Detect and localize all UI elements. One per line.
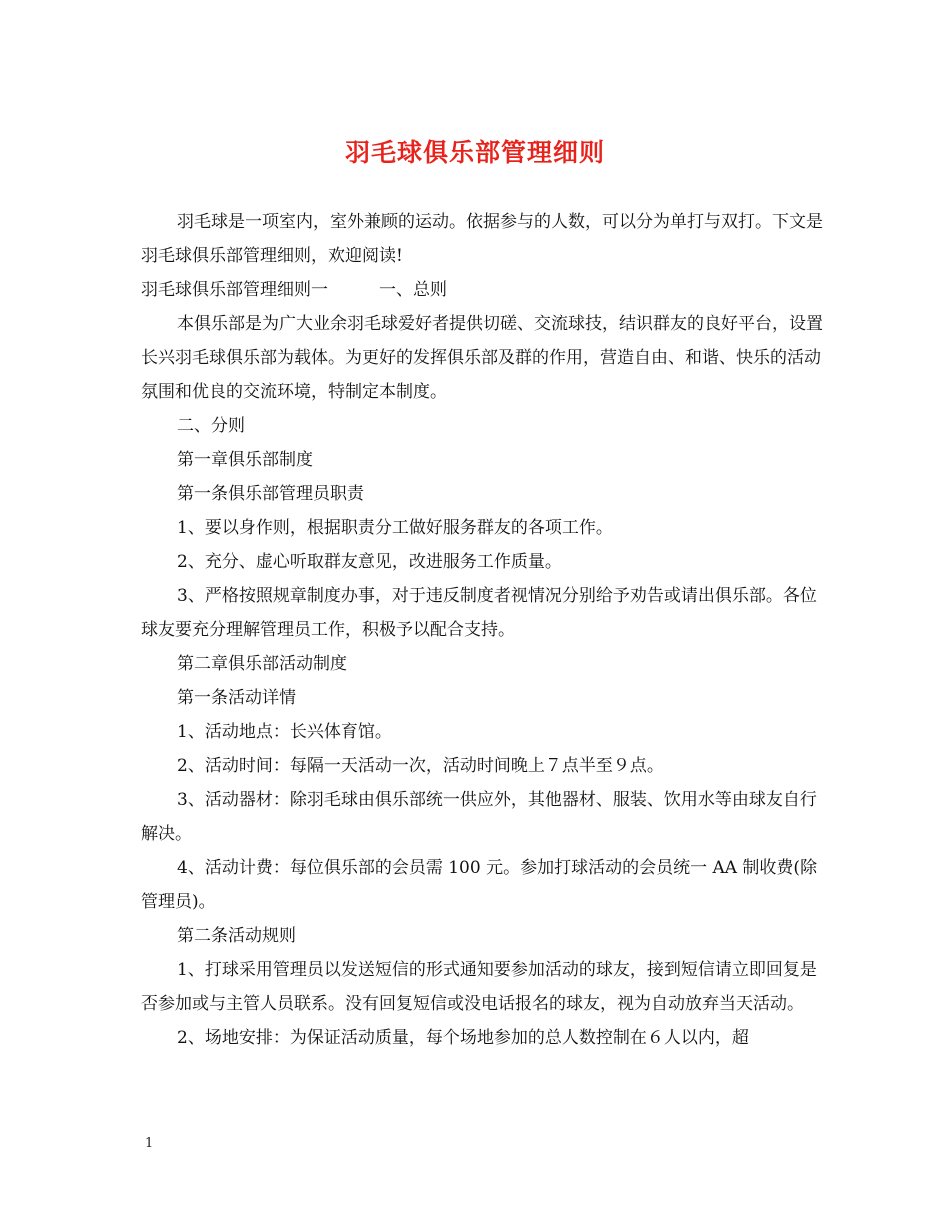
paragraph: 第二章俱乐部活动制度 [177, 654, 347, 674]
paragraph: 2、充分、虚心听取群友意见，改进服务工作质量。 [177, 552, 562, 572]
paragraph: 1、活动地点：长兴体育馆。 [177, 722, 392, 742]
paragraph: 羽毛球俱乐部管理细则一 一、总则 [141, 280, 447, 300]
paragraph: 2、活动时间：每隔一天活动一次，活动时间晚上７点半至９点。 [177, 756, 664, 776]
paragraph: 本俱乐部是为广大业余羽毛球爱好者提供切磋、交流球技，结识群友的良好平台，设置长兴羽毛球俱乐部为载体。为更好的发挥俱乐部及群的作用，营造自由、和谐、快乐的活动氛围和优良的交流环境，特制定本制度。 [141, 314, 823, 402]
paragraph: 第一条俱乐部管理员职责 [177, 484, 364, 504]
paragraph: 3、活动器材：除羽毛球由俱乐部统一供应外，其他器材、服装、饮用水等由球友自行解决。 [141, 790, 817, 844]
paragraph: 1、要以身作则，根据职责分工做好服务群友的各项工作。 [177, 518, 613, 538]
paragraph: 1、打球采用管理员以发送短信的形式通知要参加活动的球友，接到短信请立即回复是否参加或与主管人员联系。没有回复短信或没电话报名的球友，视为自动放弃当天活动。 [141, 960, 817, 1014]
paragraph: 2、场地安排：为保证活动质量，每个场地参加的总人数控制在６人以内，超 [177, 1028, 749, 1048]
paragraph: 第一条活动详情 [177, 688, 296, 708]
paragraph: 羽毛球是一项室内，室外兼顾的运动。依据参与的人数，可以分为单打与双打。下文是羽毛球俱乐部管理细则，欢迎阅读! [141, 212, 823, 266]
paragraph: 第一章俱乐部制度 [177, 450, 313, 470]
document-body [141, 205, 831, 1055]
paragraph: 3、严格按照规章制度办事，对于违反制度者视情况分别给予劝告或请出俱乐部。各位球友要充分理解管理员工作，积极予以配合支持。 [141, 586, 817, 640]
page-number: 1 [145, 1136, 154, 1151]
paragraph: 4、活动计费：每位俱乐部的会员需 100 元。参加打球活动的会员统一 AA 制收费(除管理员)。 [141, 858, 818, 912]
document-title: 羽毛球俱乐部管理细则 [344, 138, 605, 167]
paragraph: 二、分则 [177, 416, 245, 436]
paragraph: 第二条活动规则 [177, 926, 296, 946]
